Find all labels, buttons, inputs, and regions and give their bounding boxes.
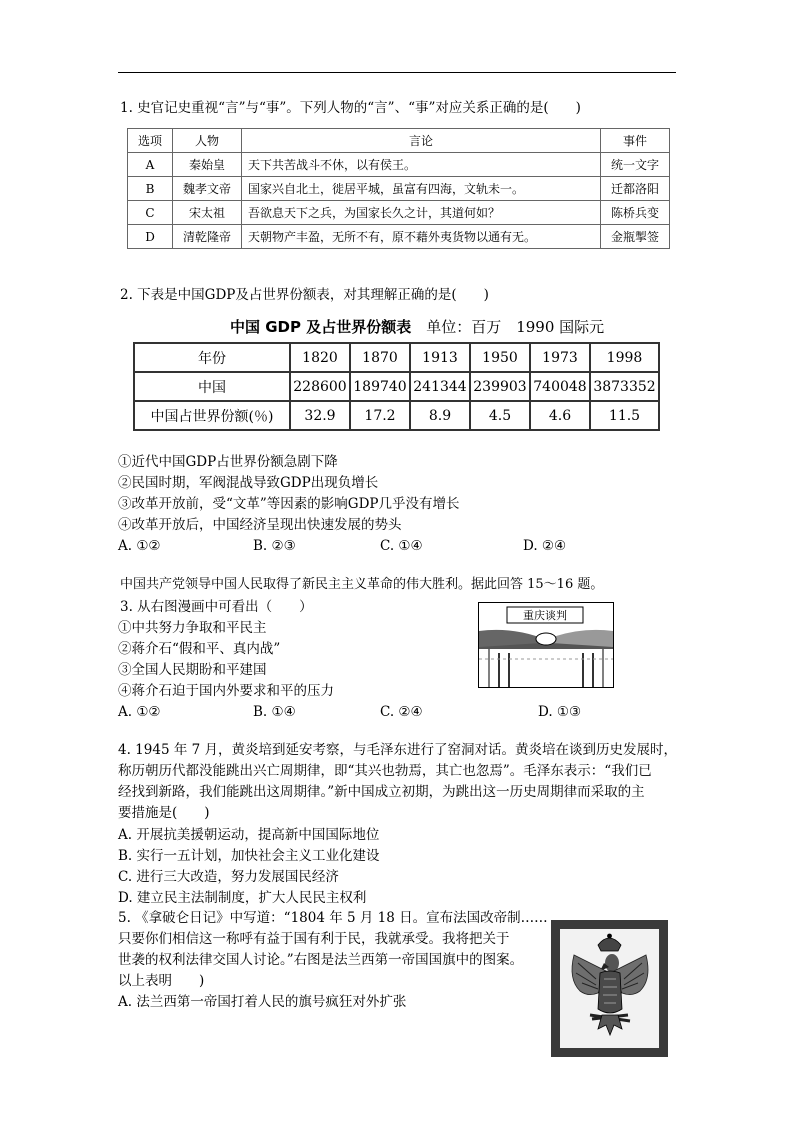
q4-stem-line: 4. 1945 年 7 月，黄炎培到延安考察，与毛泽东进行了窑洞对话。黄炎培在谈到历史发展时， (118, 742, 677, 758)
q2-stem: 2. 下表是中国GDP及占世界份额表，对其理解正确的是( ) (120, 287, 489, 303)
cell-share: 8.9 (410, 401, 470, 430)
cell-event: 迁都洛阳 (601, 177, 670, 201)
cell-gdp: 3873352 (590, 372, 659, 401)
cell-share: 4.5 (470, 401, 530, 430)
chongqing-negotiation-cartoon (478, 602, 614, 688)
section-intro: 中国共产党领导中国人民取得了新民主主义革命的伟大胜利。据此回答 15～16 题。 (120, 577, 604, 592)
q1-table (127, 128, 670, 249)
option-b: B. ①④ (253, 704, 296, 720)
q2-item: ①近代中国GDP占世界份额急剧下降 (118, 454, 338, 470)
row-label-year: 年份 (134, 343, 290, 372)
cell-option: A (128, 153, 173, 177)
option-d: D. 建立民主法制制度，扩大人民民主权利 (118, 890, 367, 906)
cell-share: 32.9 (290, 401, 350, 430)
cell-option: D (128, 225, 173, 249)
option-c: C. ②④ (380, 704, 423, 720)
table-row (128, 225, 670, 249)
cell-gdp: 228600 (290, 372, 350, 401)
option-a: A. ①② (118, 704, 161, 720)
cell-year: 1820 (290, 343, 350, 372)
option-d: D. ①③ (538, 704, 582, 720)
imperial-eagle-icon (560, 929, 659, 1048)
q2-gdp-table (133, 342, 660, 431)
cell-speech: 天下共苦战斗不休，以有侯王。 (242, 153, 601, 177)
cell-speech: 吾欲息天下之兵，为国家长久之计，其道何如？ (242, 201, 601, 225)
cell-year: 1950 (470, 343, 530, 372)
option-b: B. ②③ (253, 538, 296, 554)
q5-stem-line: 世袭的权利法律交国人讨论。”右图是法兰西第一帝国国旗中的图案。 (118, 952, 524, 968)
option-a: A. 法兰西第一帝国打着人民的旗号疯狂对外扩张 (118, 994, 407, 1010)
row-label-share: 中国占世界份额(％) (134, 401, 290, 430)
cell-speech: 国家兴自北土，徙居平城，虽富有四海，文轨未一。 (242, 177, 601, 201)
cell-share: 4.6 (530, 401, 590, 430)
cell-gdp: 189740 (350, 372, 410, 401)
cell-share: 17.2 (350, 401, 410, 430)
cell-speech: 天朝物产丰盈，无所不有，原不藉外夷货物以通有无。 (242, 225, 601, 249)
option-a: A. ①② (118, 538, 161, 554)
table-header-row (128, 129, 670, 153)
cell-share: 11.5 (590, 401, 659, 430)
cell-gdp: 241344 (410, 372, 470, 401)
q5-stem-line: 只要你们相信这一称呼有益于国有利于民，我就承受。我将把关于 (118, 931, 510, 947)
q5-stem-line: 5. 《拿破仑日记》中写道：“1804 年 5 月 18 日。宣布法国改帝制…… (118, 910, 548, 926)
cell-gdp: 740048 (530, 372, 590, 401)
cell-year: 1913 (410, 343, 470, 372)
cell-year: 1998 (590, 343, 659, 372)
flag-inner (560, 929, 659, 1048)
q3-item: ④蒋介石迫于国内外要求和平的压力 (118, 683, 334, 699)
table-row (128, 177, 670, 201)
row-label-china: 中国 (134, 372, 290, 401)
cell-event: 金瓶掣签 (601, 225, 670, 249)
cell-year: 1973 (530, 343, 590, 372)
cell-person: 秦始皇 (173, 153, 242, 177)
q4-stem-line: 经找到新路，我们能跳出这周期律。”新中国成立初期，为跳出这一历史周期律而采取的主 (118, 784, 645, 800)
q2-item: ②民国时期，军阀混战导致GDP出现负增长 (118, 475, 379, 491)
option-c: C. ①④ (380, 538, 423, 554)
col-header-speech: 言论 (242, 129, 601, 153)
cell-year: 1870 (350, 343, 410, 372)
cell-option: B (128, 177, 173, 201)
cell-person: 魏孝文帝 (173, 177, 242, 201)
cell-event: 陈桥兵变 (601, 201, 670, 225)
q1-stem: 1. 史官记史重视“言”与“事”。下列人物的“言”、“事”对应关系正确的是( ) (120, 100, 581, 116)
q4-stem-line: 要措施是( ) (118, 805, 210, 821)
q3-item: ①中共努力争取和平民主 (118, 620, 267, 636)
option-a: A. 开展抗美援朝运动，提高新中国国际地位 (118, 827, 380, 843)
col-header-option: 选项 (128, 129, 173, 153)
french-empire-flag-emblem (551, 920, 668, 1057)
cell-person: 宋太祖 (173, 201, 242, 225)
col-header-person: 人物 (173, 129, 242, 153)
option-d: D. ②④ (523, 538, 567, 554)
cell-option: C (128, 201, 173, 225)
option-b: B. 实行一五计划，加快社会主义工业化建设 (118, 848, 380, 864)
table-row (128, 201, 670, 225)
q3-item: ③全国人民期盼和平建国 (118, 662, 267, 678)
cell-person: 清乾隆帝 (173, 225, 242, 249)
q2-table-caption (230, 316, 604, 337)
q4-stem-line: 称历朝历代都没能跳出兴亡周期律，即“其兴也勃焉，其亡也忽焉”。毛泽东表示：“我们已 (118, 763, 652, 779)
caption-unit: 单位：百万 1990 国际元 (426, 318, 605, 336)
table-row (134, 372, 659, 401)
header-rule (118, 72, 676, 73)
q2-item: ③改革开放前，受“文革”等因素的影响GDP几乎没有增长 (118, 496, 460, 512)
option-c: C. 进行三大改造，努力发展国民经济 (118, 869, 339, 885)
cell-event: 统一文字 (601, 153, 670, 177)
cell-gdp: 239903 (470, 372, 530, 401)
table-row (134, 343, 659, 372)
table-row (134, 401, 659, 430)
q2-item: ④改革开放后，中国经济呈现出快速发展的势头 (118, 517, 402, 533)
q3-item: ②蒋介石“假和平、真内战” (118, 641, 281, 657)
q5-stem-line: 以上表明 ) (118, 973, 205, 989)
col-header-event: 事件 (601, 129, 670, 153)
caption-title: 中国 GDP 及占世界份额表 (230, 318, 412, 336)
cartoon-label: 重庆谈判 (523, 609, 567, 622)
q3-stem: 3. 从右图漫画中可看出（ ） (120, 599, 313, 615)
table-row (128, 153, 670, 177)
